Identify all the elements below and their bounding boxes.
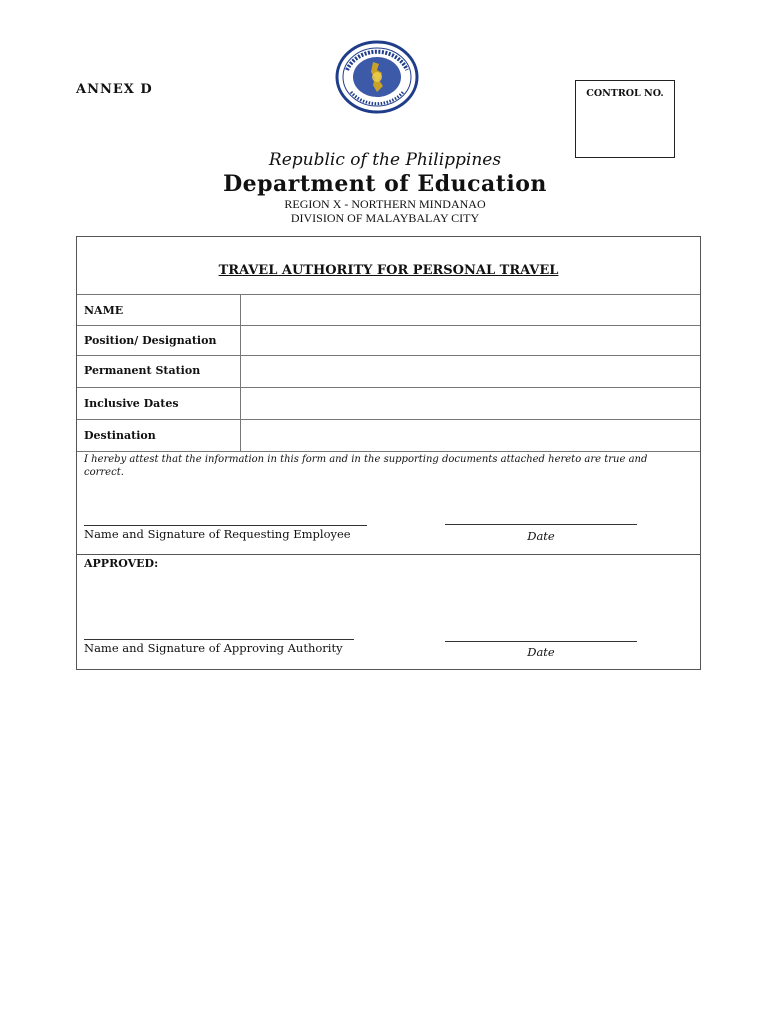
divider (77, 355, 700, 356)
destination-field[interactable] (243, 426, 698, 448)
republic-heading: Republic of the Philippines (268, 150, 502, 170)
approved-label: APPROVED: (84, 557, 159, 570)
region-heading: REGION X - NORTHERN MINDANAO (284, 197, 486, 211)
travel-authority-form (76, 236, 701, 670)
annex-label: ANNEX D (76, 82, 153, 97)
approving-signature-line[interactable] (84, 639, 354, 640)
division-heading: DIVISION OF MALAYBALAY CITY (290, 211, 480, 225)
station-field[interactable] (243, 362, 698, 384)
requesting-signature-label: Name and Signature of Requesting Employee (84, 527, 351, 541)
divider (77, 387, 700, 388)
deped-seal-logo (333, 40, 421, 114)
department-heading: Department of Education (223, 171, 547, 197)
field-label-name: NAME (84, 304, 124, 317)
column-divider (240, 294, 241, 451)
date-line-2[interactable] (445, 641, 637, 642)
field-label-dates: Inclusive Dates (84, 397, 179, 410)
divider (77, 294, 700, 295)
inclusive-dates-field[interactable] (243, 394, 698, 416)
field-label-destination: Destination (84, 429, 156, 442)
control-number-box[interactable] (575, 80, 675, 158)
control-number-label: CONTROL NO. (586, 88, 664, 99)
divider (77, 419, 700, 420)
divider (77, 451, 700, 452)
date-label-1: Date (527, 529, 555, 543)
position-field[interactable] (243, 331, 698, 353)
section-divider (77, 554, 700, 555)
field-label-station: Permanent Station (84, 364, 201, 377)
approving-signature-label: Name and Signature of Approving Authority (84, 641, 343, 655)
divider (77, 325, 700, 326)
date-line-1[interactable] (445, 524, 637, 525)
name-field[interactable] (243, 301, 698, 323)
form-title: TRAVEL AUTHORITY FOR PERSONAL TRAVEL (218, 263, 559, 278)
requesting-signature-line[interactable] (84, 525, 367, 526)
attestation-text: I hereby attest that the information in this form and in the supporting documents attached hereto are true and correct. (84, 454, 648, 478)
field-label-position: Position/ Designation (84, 334, 217, 347)
date-label-2: Date (527, 645, 555, 659)
